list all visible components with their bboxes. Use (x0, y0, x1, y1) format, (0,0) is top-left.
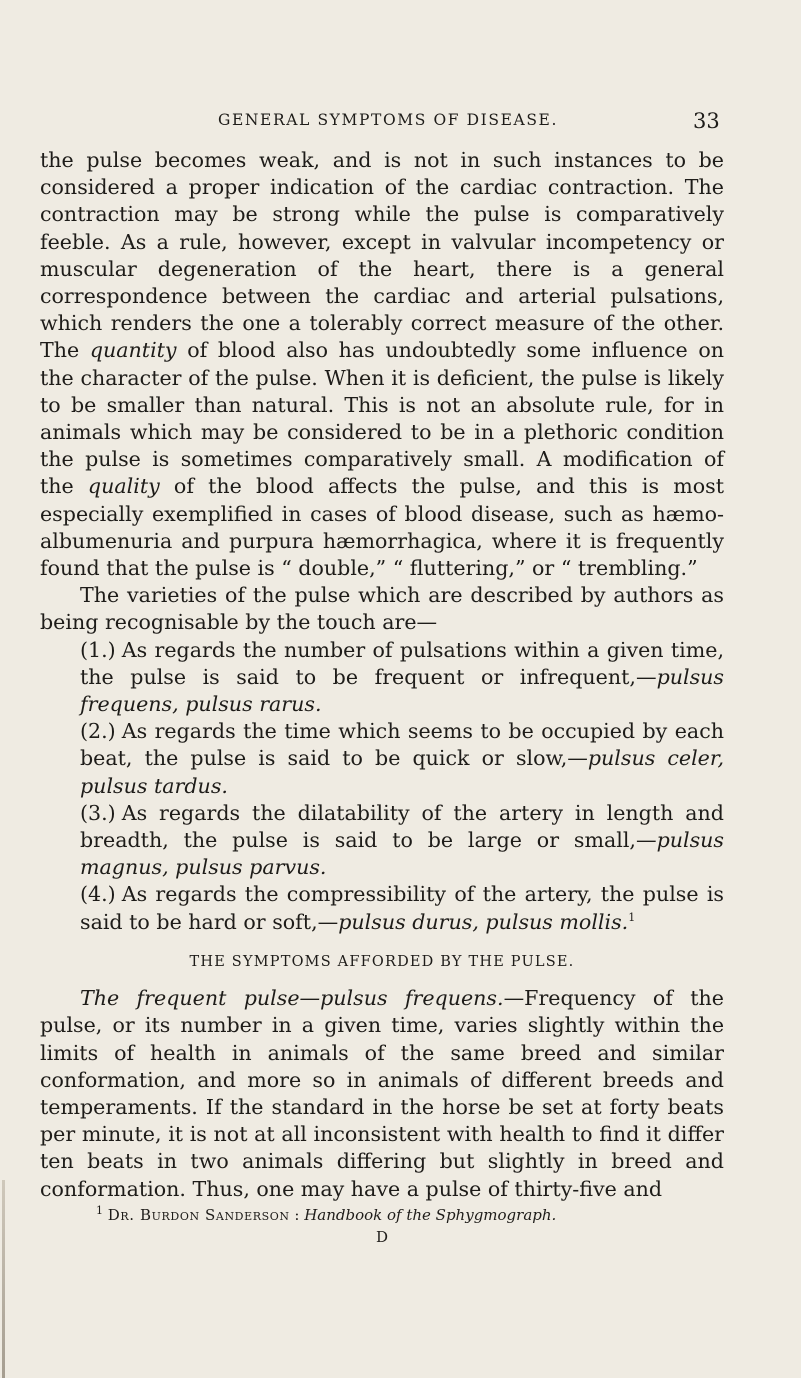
list-item (40, 718, 724, 800)
paragraph-2: The varieties of the pulse which are described by authors as being recognisable by the touch are— (40, 583, 724, 635)
paragraph-1 (40, 147, 724, 582)
paragraph-1-text-b: of blood also has undoubtedly some influence on the character of the pulse. When it is deficient, the pulse is likely to be smaller than natural. This is not an absolute rule, for in animals which may be considered to be in a plethoric condition the pulse is sometimes comparatively small. A modification of the (40, 338, 724, 499)
list-item-latin: pulsus celer, pulsus tardus. (80, 746, 724, 798)
footnote-separator: : (289, 1205, 305, 1224)
paragraph-3-text: —Frequency of the pulse, or its number in a given time, varies slightly within the limits of health in animals of the same breed and similar conformation, and more so in animals of different breeds and temperaments. If the standard in the horse be set at forty beats per minute, it is not at all inconsistent with health to find it differ ten beats in two animals differing but slightly in breed and conformation. Thus, one may have a pulse of thirty-five and (40, 986, 724, 1201)
paragraph-3-lead: The frequent pulse—pulsus frequens. (80, 986, 504, 1011)
page-header (0, 111, 801, 137)
list-item-latin: pulsus magnus, pulsus parvus. (80, 828, 724, 880)
paragraph-1-text-a: the pulse becomes weak, and is not in such instances to be considered a proper indication of the cardiac contraction. The contraction may be strong while the pulse is comparatively feeble. As a rule, however, except in valvular incompetency or muscular degeneration of the heart, there is a general correspondence between the cardiac and arterial pulsations, which renders the one a tolerably correct measure of the other. The (40, 148, 724, 363)
list-item-latin: pulsus frequens, pulsus rarus. (80, 664, 724, 717)
list-item (40, 800, 724, 882)
paragraph-3 (40, 985, 724, 1203)
footnote (96, 1204, 724, 1226)
signature-mark: D (375, 1227, 389, 1246)
page-edge-shadow (2, 1180, 5, 1378)
footnote-reference: 1 (628, 910, 636, 924)
paragraph-1-emphasis-quantity: quantity (89, 338, 177, 363)
list-item-number: (3.) (80, 800, 116, 825)
list-item-number: (2.) (80, 719, 116, 744)
paragraph-1-text-c: of the blood affects the pulse, and this is most especially exemplified in cases of blood disease, such as hæmo-albumenuria and purpura hæmorrhagica, where it is frequently found that the pulse is “ double,” “ fluttering,” or “ trembling.” (40, 474, 724, 581)
list-item-text: As regards the number of pulsations within a given time, the pulse is said to be frequent or infrequent,— (80, 637, 724, 689)
list-item-number: (4.) (80, 882, 116, 907)
list-item-text: As regards the dilatability of the artery in length and breadth, the pulse is said to be large or small,— (80, 800, 724, 853)
footnote-author: Dr. Burdon Sanderson (107, 1205, 290, 1224)
running-head: GENERAL SYMPTOMS OF DISEASE. (218, 111, 558, 129)
list-item-text: As regards the time which seems to be occupied by each beat, the pulse is said to be quick or slow,— (80, 719, 724, 771)
list-item-latin: pulsus durus, pulsus mollis. (338, 909, 629, 934)
list-item (40, 637, 724, 719)
section-heading: THE SYMPTOMS AFFORDED BY THE PULSE. (189, 953, 575, 970)
page-number: 33 (693, 109, 720, 133)
paragraph-1-emphasis-quality: quality (87, 474, 160, 499)
list-item-text: As regards the compressibility of the artery, the pulse is said to be hard or soft,— (80, 882, 724, 934)
list-item (40, 881, 724, 935)
footnote-title: Handbook of the Sphygmograph. (304, 1205, 557, 1224)
list-item-number: (1.) (80, 637, 116, 662)
body-text (40, 147, 724, 1247)
footnote-marker: 1 (96, 1203, 103, 1217)
